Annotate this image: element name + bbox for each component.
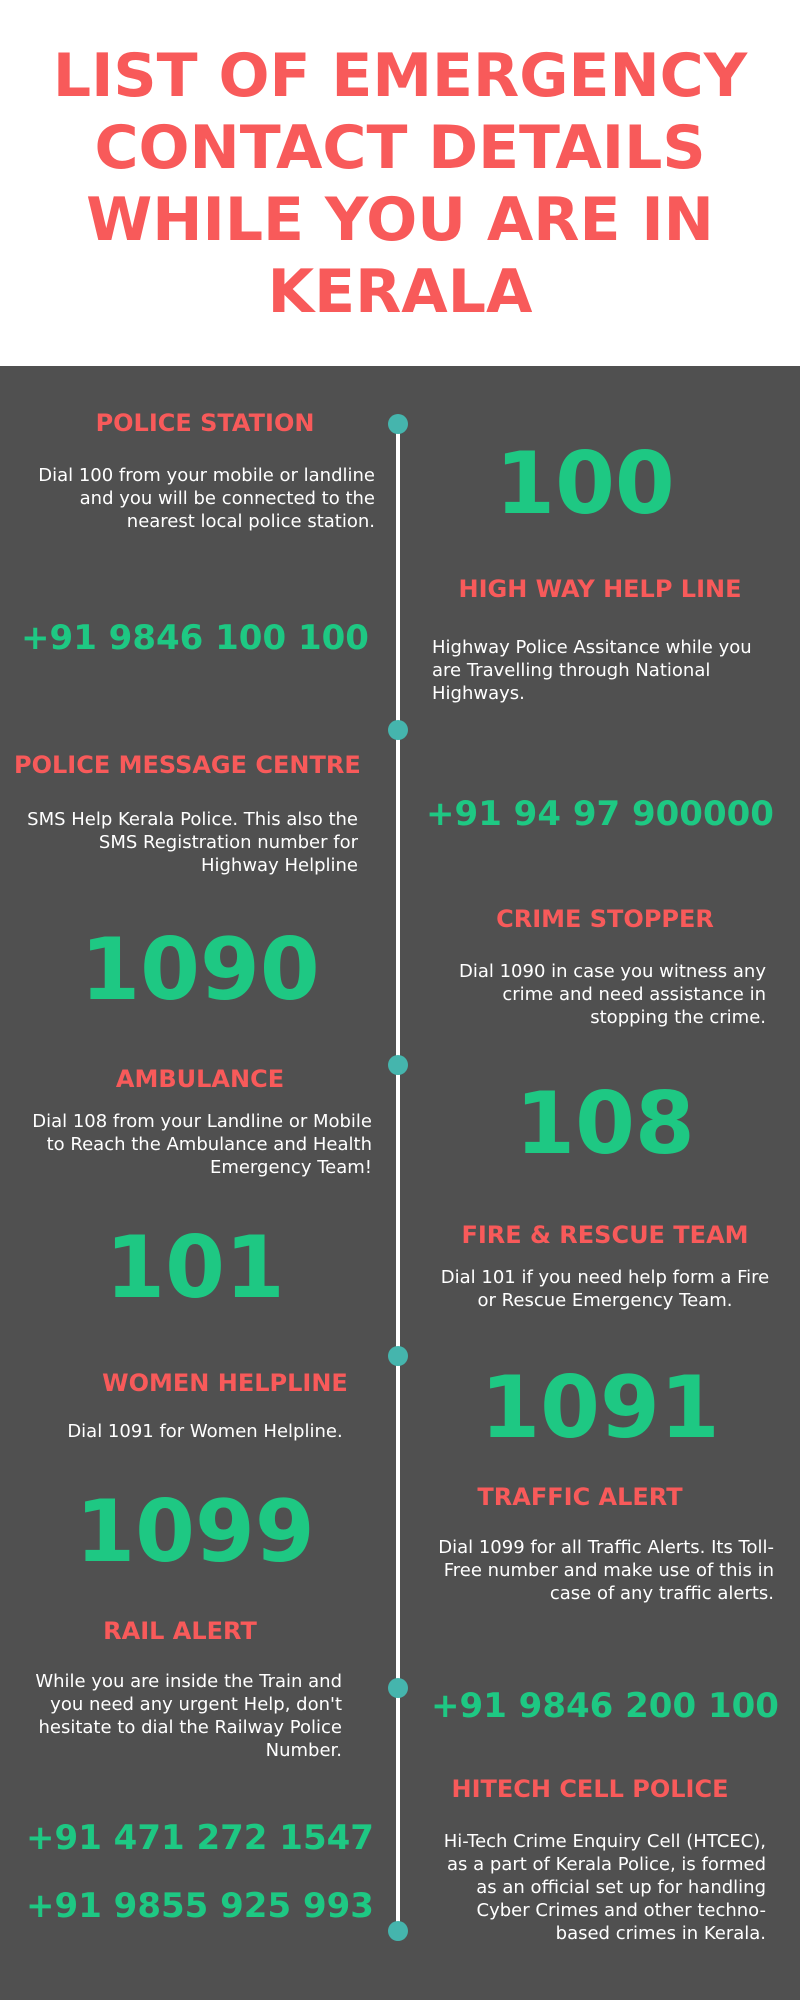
heading-crime-stopper: CRIME STOPPER [496, 905, 714, 933]
desc-fire-rescue: Dial 101 if you need help form a Fire or Rescue Emergency Team. [440, 1267, 770, 1311]
desc-rail-alert: While you are inside the Train and you need any urgent Help, don't hesitate to dial the Railway Police Number. [35, 1671, 342, 1761]
number-crime-stopper[interactable]: 1090 [80, 920, 320, 1020]
number-hitech-cell-landline[interactable]: +91 471 272 1547 [26, 1818, 374, 1858]
desc-ambulance: Dial 108 from your Landline or Mobile to Reach the Ambulance and Health Emergency Team! [32, 1111, 372, 1178]
desc-traffic-alert: Dial 1099 for all Traffic Alerts. Its Toll-Free number and make use of this in case of any traffic alerts. [438, 1537, 774, 1604]
timeline-dot [388, 1678, 408, 1698]
heading-fire-rescue: FIRE & RESCUE TEAM [461, 1221, 749, 1249]
heading-highway-helpline: HIGH WAY HELP LINE [458, 575, 742, 603]
heading-hitech-cell-police: HITECH CELL POLICE [451, 1775, 729, 1803]
heading-ambulance: AMBULANCE [115, 1065, 285, 1093]
heading-traffic-alert: TRAFFIC ALERT [477, 1483, 683, 1511]
number-hitech-cell-mobile[interactable]: +91 9855 925 993 [26, 1886, 374, 1926]
heading-police-message-centre: POLICE MESSAGE CENTRE [14, 751, 361, 779]
heading-rail-alert: RAIL ALERT [103, 1617, 257, 1645]
timeline-dot [388, 1346, 408, 1366]
page-title: LIST OF EMERGENCY CONTACT DETAILS WHILE YOU ARE IN KERALA [52, 41, 748, 327]
timeline-dot [388, 1055, 408, 1075]
number-ambulance[interactable]: 108 [515, 1074, 695, 1174]
timeline-dot [388, 720, 408, 740]
desc-police-station: Dial 100 from your mobile or landline and you will be connected to the nearest local police station. [38, 465, 375, 532]
desc-hitech-cell-police: Hi-Tech Crime Enquiry Cell (HTCEC), as a part of Kerala Police, is formed as an official set up for handling Cyber Crimes and other techno-based crimes in Kerala. [443, 1831, 766, 1944]
heading-women-helpline: WOMEN HELPLINE [102, 1369, 348, 1397]
number-women-helpline[interactable]: 1091 [480, 1358, 720, 1458]
desc-police-message-centre: SMS Help Kerala Police. This also the SMS Registration number for Highway Helpline [27, 809, 358, 876]
desc-crime-stopper: Dial 1090 in case you witness any crime and need assistance in stopping the crime. [458, 961, 766, 1028]
heading-police-station: POLICE STATION [95, 409, 315, 437]
timeline-line [396, 422, 400, 1932]
desc-women-helpline: Dial 1091 for Women Helpline. [67, 1421, 343, 1442]
number-fire-rescue[interactable]: 101 [105, 1218, 285, 1318]
number-highway-helpline[interactable]: +91 9846 100 100 [21, 618, 369, 658]
desc-highway-helpline: Highway Police Assitance while you are Travelling through National Highways. [432, 637, 752, 704]
number-police-station[interactable]: 100 [495, 434, 675, 534]
number-rail-alert[interactable]: +91 9846 200 100 [431, 1686, 779, 1726]
header [0, 0, 800, 366]
number-traffic-alert[interactable]: 1099 [75, 1482, 315, 1582]
timeline-dot [388, 414, 408, 434]
timeline-dot [388, 1921, 408, 1941]
number-police-message-centre[interactable]: +91 94 97 900000 [426, 794, 774, 834]
